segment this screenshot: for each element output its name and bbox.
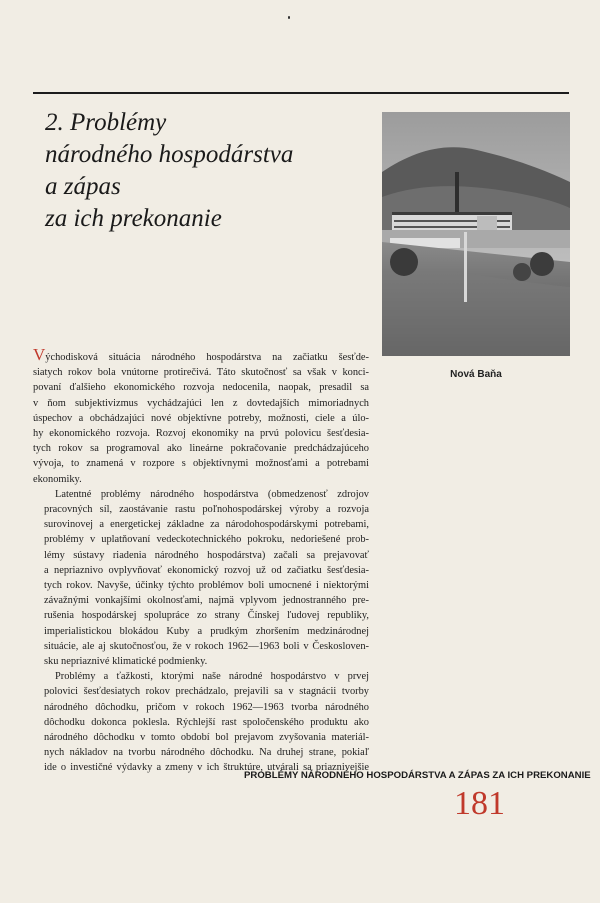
paragraph-2 [33, 487, 369, 669]
text-line: situácie, ale aj skutočnosťou, že v rokoch 1962—1963 boli v Českosloven- [44, 640, 369, 652]
chapter-title-line-1: 2. Problémy [45, 109, 167, 136]
text-line: imperialistickou blokádou Kuby a prudkým zhoršením medzinárodnej [44, 625, 369, 637]
chapter-title-line-4: za ich prekonanie [45, 205, 222, 232]
text-line: ekonomiky. [33, 473, 82, 485]
text-line: ide o investičné výdavky a zmeny v ich štruktúre, utvárali sa priaznivejšie [44, 762, 369, 774]
text-line: úspechov a obchádzajúci nové objektívne potreby, možnosti, ciele a úlo- [33, 412, 369, 424]
text-line: tych rokov sa programoval ako lineárne pokračovanie predchádzajúceho [33, 443, 369, 455]
text-line: národného dôchodku, pričom v rokoch 1962—1963 tvorba národného [44, 701, 369, 713]
text-line: a nepriaznivo ovplyvňovať ekonomický rozvoj už od začiatku šesťdesia- [44, 564, 369, 576]
text-line: v ňom subjektivizmus vychádzajúci len z dovtedajších mimoriadnych [33, 397, 369, 409]
body-text [33, 347, 369, 776]
paragraph-3 [33, 669, 369, 775]
photo-illustration [382, 112, 570, 356]
page-number: 181 [454, 785, 505, 822]
chapter-title-line-2: národného hospodárstva [45, 141, 294, 168]
text-line: siatych rokov bola vnútorne protirečivá. Táto skutočnosť sa však v konci- [33, 367, 369, 379]
text-line: národného dôchodku v tomto období bol prejavom zvyšovania materiál- [44, 732, 369, 744]
initial-letter: V [33, 347, 46, 364]
text-line: ýchodisková situácia národného hospodárstva na začiatku šesťde- [45, 352, 369, 363]
text-line: surovinovej a energetickej základne za národohospodárskymi potrebami, [44, 519, 369, 531]
text-line: Problémy a ťažkosti, ktorými naše národné hospodárstvo v prvej [55, 671, 369, 683]
text-line: problémy v uplatňovaní vedeckotechnického pokroku, nedoriešené prob- [44, 534, 369, 546]
text-line: Latentné problémy národného hospodárstva (obmedzenosť zdrojov [55, 488, 369, 500]
text-line: hy ekonomického rozvoja. Rozvoj ekonomiky na prvú polovicu šesťdesia- [33, 428, 369, 440]
print-speck [288, 16, 290, 19]
text-line: dôchodku dokonca poklesla. Rýchlejší rast spoločenského produktu ako [44, 716, 369, 728]
text-line: rušenia hospodárskej spolupráce zo strany Čínskej ľudovej republiky, [44, 610, 369, 622]
top-rule [33, 92, 569, 94]
text-line: tych rokov. Navyše, účinky týchto problémov boli umocnené i niektorými [44, 580, 369, 592]
text-line: polovici šesťdesiatych rokov prechádzalo, prejavili sa v stagnácii tvorby [44, 686, 369, 698]
chapter-title-line-3: a zápas [45, 173, 121, 200]
text-line: povaní ďalšieho ekonomického rozvoja nedocenila, naopak, presadil sa [33, 382, 369, 394]
text-line: sku nepriaznivé klimatické podmienky. [44, 656, 208, 668]
paragraph-1 [33, 347, 369, 487]
text-line: pracovných síl, zaostávanie rastu poľnohospodárskej výroby a rozvoja [44, 504, 369, 516]
text-line: závažnými vonkajšími okolnosťami, najmä vplyvom jednostranného pre- [44, 595, 369, 607]
photo-caption: Nová Baňa [450, 369, 502, 380]
text-line: vývoja, to znamená v rozpore s objektívnymi možnosťami a potrebami [33, 458, 369, 470]
running-head: PROBLÉMY NÁRODNÉHO HOSPODÁRSTVA A ZÁPAS ZA ICH PREKONANIE [244, 770, 591, 781]
text-line: lémy sústavy riadenia národného hospodárstva) začali sa prejavovať [44, 549, 369, 561]
factory-photo [382, 112, 570, 356]
chapter-title [45, 107, 345, 235]
text-line: nych nákladov na tvorbu národného dôchodku. Na druhej strane, pokiaľ [44, 747, 369, 759]
